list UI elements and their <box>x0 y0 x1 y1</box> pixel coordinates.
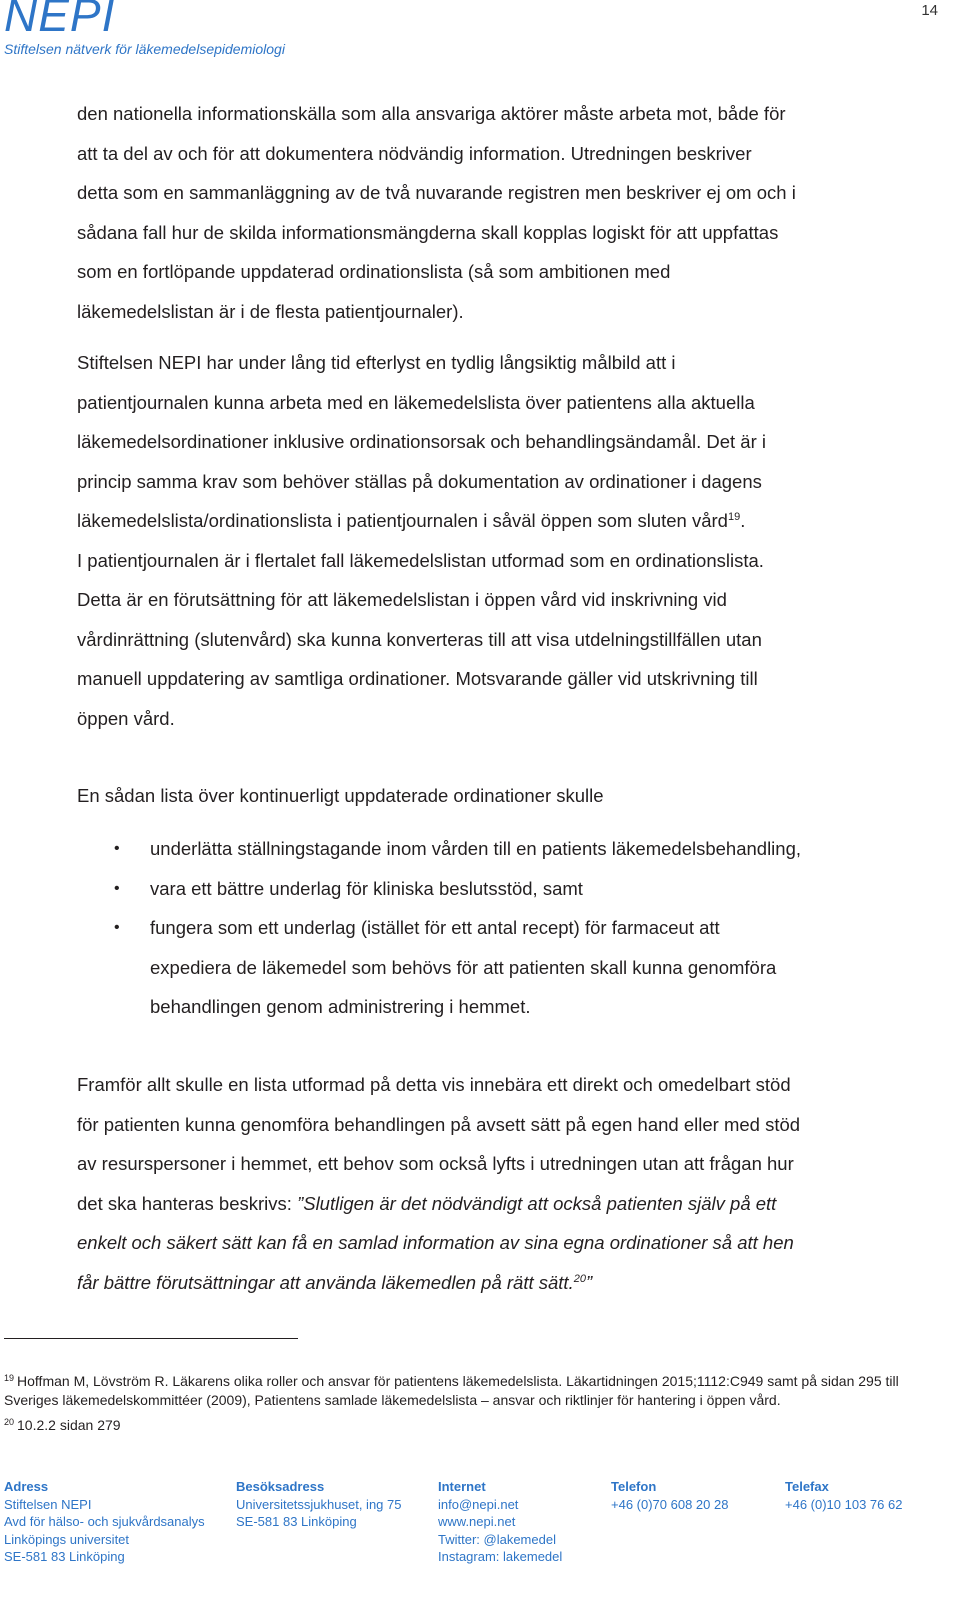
footer-line: SE-581 83 Linköping <box>4 1549 125 1564</box>
footer-email-link[interactable]: info@nepi.net <box>438 1496 519 1512</box>
footnote-number: 20 <box>4 1417 15 1427</box>
footer-adress <box>4 1478 205 1566</box>
footnote-number: 19 <box>4 1373 15 1383</box>
text-line: läkemedelslistan är i de flesta patientjournaler). <box>77 300 464 322</box>
text-line: manuell uppdatering av samtliga ordinationer. Motsvarande gäller vid utskrivning till <box>77 668 758 689</box>
bullet-icon: • <box>114 879 120 897</box>
paragraph-2 <box>77 343 937 738</box>
text-line: expediera de läkemedel som behövs för att patienten skall kunna genomföra <box>150 956 777 978</box>
list-item <box>77 829 937 869</box>
page-footer <box>0 1478 960 1599</box>
paragraph-3 <box>77 776 937 816</box>
footnote-19 <box>4 1372 934 1410</box>
paragraph-1 <box>77 94 937 331</box>
text-line: läkemedelsordinationer inklusive ordinationsorsak och behandlingsändamål. Det är i <box>77 431 767 452</box>
text-line <box>77 501 937 541</box>
text-span: det ska hanteras beskrivs: <box>77 1192 298 1214</box>
bullet-list <box>77 829 937 1027</box>
text-line: vårdinrättning (slutenvård) ska kunna konverteras till att visa utdelningstillfällen utan <box>77 628 762 650</box>
footer-line: Avd för hälso- och sjukvårdsanalys <box>4 1514 205 1529</box>
footer-line: Linköpings universitet <box>4 1531 130 1547</box>
footer-besoksadress <box>236 1478 401 1531</box>
footer-heading: Telefon <box>611 1479 657 1494</box>
footnote-text: 10.2.2 sidan 279 <box>17 1417 121 1433</box>
text-line <box>77 1184 937 1224</box>
footnotes <box>4 1372 934 1441</box>
footer-line: Stiftelsen NEPI <box>4 1496 92 1512</box>
text-line <box>77 1263 937 1303</box>
footer-internet <box>438 1478 562 1566</box>
text-line: fungera som ett underlag (istället för ett antal recept) för farmaceut att <box>150 917 720 938</box>
text-line: den nationella informationskälla som alla ansvariga aktörer måste arbeta mot, både för <box>77 103 786 124</box>
list-item <box>77 869 937 909</box>
footer-line: Universitetssjukhuset, ing 75 <box>236 1496 402 1512</box>
quote-span: ” <box>585 1271 593 1293</box>
text-line: sådana fall hur de skilda informationsmängderna skall kopplas logiskt för att uppfattas <box>77 221 779 243</box>
text-line: Stiftelsen NEPI har under lång tid efterlyst en tydlig långsiktig målbild att i <box>77 352 676 373</box>
bullet-icon: • <box>114 840 120 857</box>
footnote-20 <box>4 1416 934 1435</box>
nepi-logo: NEPI <box>4 0 116 41</box>
text-line: av resurspersoner i hemmet, ett behov som också lyfts i utredningen utan att frågan hur <box>77 1153 794 1174</box>
text-line: Framför allt skulle en lista utformad på detta vis innebära ett direkt och omedelbart stöd <box>77 1074 791 1095</box>
text-line: En sådan lista över kontinuerligt uppdaterade ordinationer skulle <box>77 785 604 806</box>
text-span: . <box>740 510 746 531</box>
text-line: vara ett bättre underlag för kliniska beslutsstöd, samt <box>150 877 583 899</box>
footer-instagram-link[interactable]: Instagram: lakemedel <box>438 1549 563 1564</box>
text-line: för patienten kunna genomföra behandlingen på avsett sätt på egen hand eller med stöd <box>77 1113 801 1135</box>
bullet-icon: • <box>114 919 120 936</box>
list-item <box>77 908 937 1027</box>
text-line: detta som en sammanläggning av de två nuvarande registren men beskriver ej om och i <box>77 182 796 203</box>
text-line: som en fortlöpande uppdaterad ordinationslista (så som ambitionen med <box>77 261 671 282</box>
footnote-ref-19[interactable]: 19 <box>727 511 741 523</box>
text-line: princip samma krav som behöver ställas på dokumentation av ordinationer i dagens <box>77 470 762 492</box>
text-line: I patientjournalen är i flertalet fall läkemedelslistan utformad som en ordinationslista. <box>77 549 764 571</box>
footer-line: SE-581 83 Linköping <box>236 1514 357 1529</box>
footer-line: +46 (0)70 608 20 28 <box>611 1496 729 1512</box>
footer-heading: Internet <box>438 1479 486 1494</box>
quote-span: får bättre förutsättningar att använda läkemedlen på rätt sätt. <box>77 1271 574 1293</box>
quote-span: enkelt och säkert sätt kan få en samlad information av sina egna ordinationer så att hen <box>77 1232 794 1253</box>
text-line: att ta del av och för att dokumentera nödvändig information. Utredningen beskriver <box>77 142 752 164</box>
text-span: läkemedelslista/ordinationslista i patientjournalen i såväl öppen som sluten vård <box>77 510 728 531</box>
footnote-divider <box>4 1338 298 1339</box>
text-line: Detta är en förutsättning för att läkemedelslistan i öppen vård vid inskrivning vid <box>77 589 727 610</box>
text-line: underlätta ställningstagande inom vården till en patients läkemedelsbehandling, <box>150 838 802 859</box>
text-line: öppen vård. <box>77 707 175 729</box>
text-line: patientjournalen kunna arbeta med en läkemedelslista över patientens alla aktuella <box>77 391 755 413</box>
footer-telefon <box>611 1478 728 1513</box>
footer-line: +46 (0)10 103 76 62 <box>785 1496 903 1512</box>
text-line <box>77 1223 937 1263</box>
paragraph-4 <box>77 1065 937 1302</box>
logo-subtitle: Stiftelsen nätverk för läkemedelsepidemiologi <box>4 41 285 57</box>
footnote-text: Hoffman M, Lövström R. Läkarens olika roller och ansvar för patientens läkemedelslista. Läkartidningen 2015;1112:C949 samt på sidan 295 till Sveriges läkemedelskommittéer (2009), Patientens samlade läkemedelslista – ansvar och riktlinjer för hantering i öppen vård. <box>4 1373 899 1408</box>
footer-heading: Telefax <box>785 1479 829 1494</box>
page-number: 14 <box>921 2 938 19</box>
footnote-ref-20[interactable]: 20 <box>573 1272 586 1285</box>
footer-telefax <box>785 1478 902 1513</box>
quote-span: ”Slutligen är det nödvändigt att också patienten själv på ett <box>297 1192 777 1214</box>
footer-heading: Besöksadress <box>236 1479 325 1494</box>
footer-heading: Adress <box>4 1479 49 1494</box>
text-line: behandlingen genom administrering i hemmet. <box>150 996 531 1017</box>
footer-twitter-link[interactable]: Twitter: @lakemedel <box>438 1531 556 1547</box>
footer-web-link[interactable]: www.nepi.net <box>438 1514 516 1529</box>
